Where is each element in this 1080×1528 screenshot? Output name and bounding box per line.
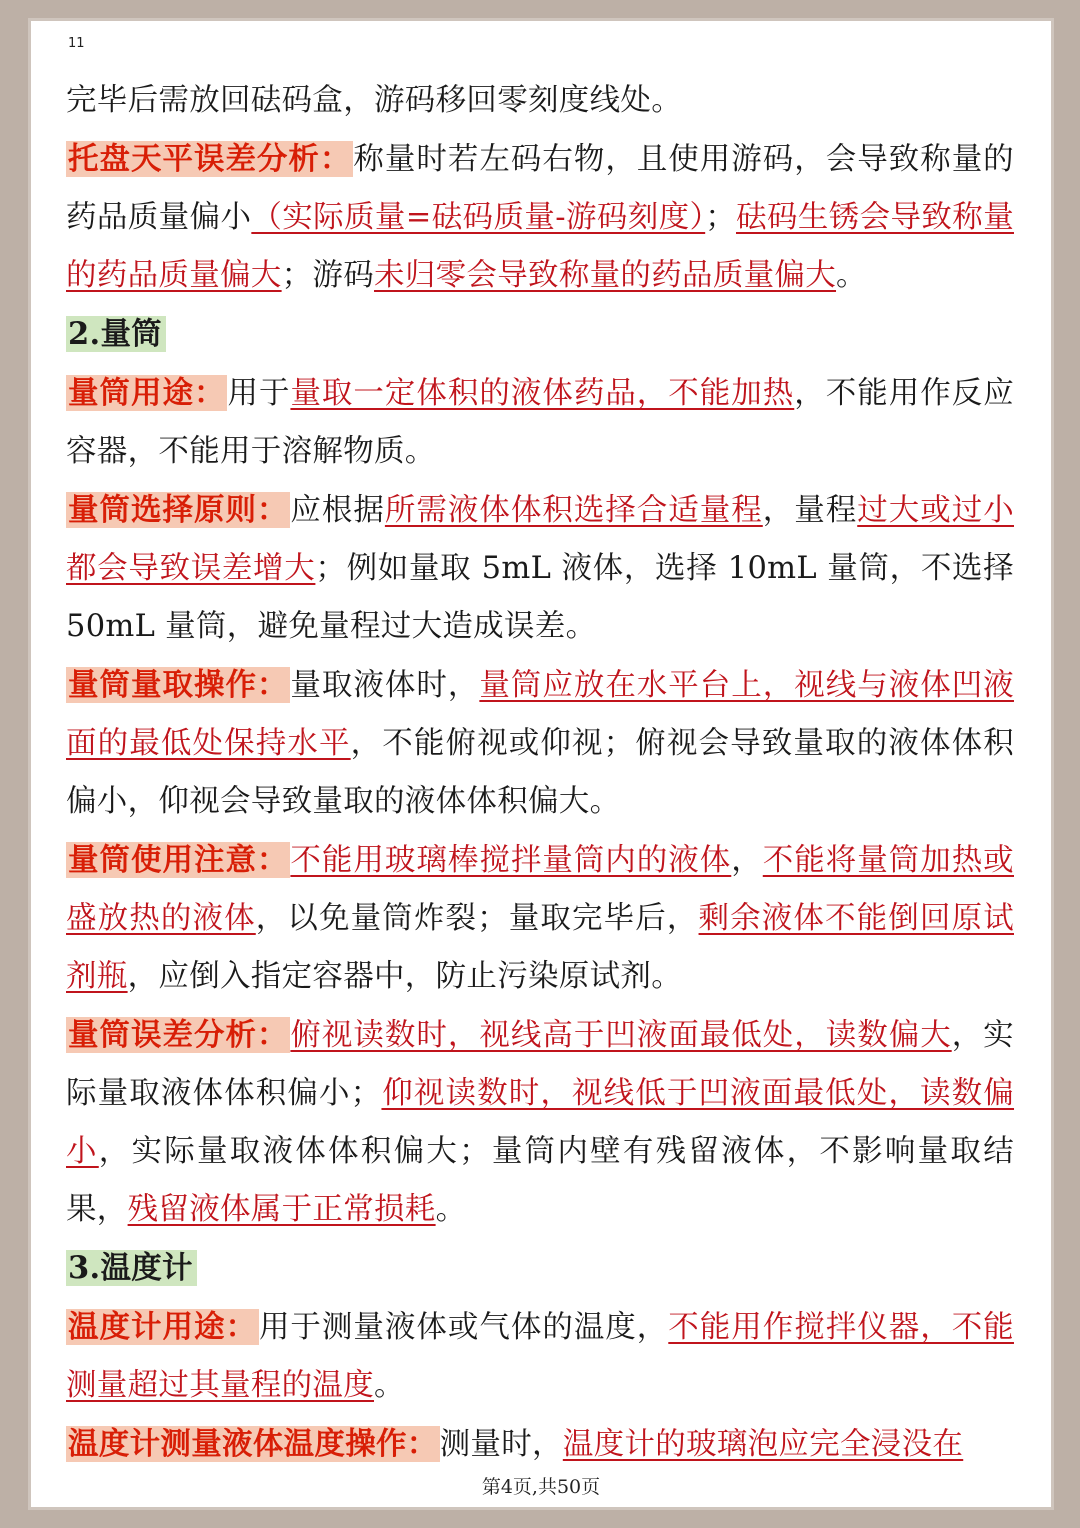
paragraph [66,130,1014,305]
paragraph [66,1298,1014,1415]
body-text: ，不能俯视或仰视；俯视会导致量取的液体体积偏小，仰视会导致量取的液体体积偏大。 [66,726,1014,819]
body-text: 。 [836,258,867,293]
key-point-text: 不能用作搅拌仪器，不能测量超过其量程的温度 [66,1310,1014,1403]
term-label: 量筒选择原则： [68,492,289,528]
term-label: 温度计测量液体温度操作： [68,1426,438,1462]
section-heading: 2.量筒 [66,316,166,352]
paragraph [66,831,1014,1006]
section-heading-line [66,1239,1014,1298]
key-point-text: 所需液体体积选择合适量程 [384,493,763,528]
paragraph [66,1415,1014,1474]
body-text: 。 [435,1192,467,1227]
key-point-text: 残留液体属于正常损耗 [127,1192,436,1227]
document-page [28,18,1054,1510]
body-text: ，不能用作反应容器，不能用于溶解物质。 [66,376,1014,469]
body-text: ，实际量取液体体积偏小； [66,1018,1014,1111]
document-body [66,72,1014,1474]
body-text: ，量程 [762,493,858,528]
body-text: 。 [374,1368,405,1403]
body-text: ； [705,200,736,235]
body-text: 应根据 [290,493,385,528]
term-label: 量筒用途： [68,375,226,411]
key-point-text: 未归零会导致称量的药品质量偏大 [374,258,837,293]
key-point-text: 不能用玻璃棒搅拌量筒内的液体 [290,843,732,878]
body-text: 完毕后需放回砝码盒，游码移回零刻度线处。 [66,83,682,118]
body-text: ；例如量取 5mL 液体，选择 10mL 量筒，不选择 50mL 量筒，避免量程过大造成误差。 [66,551,1014,644]
body-text: 用于 [227,376,291,411]
body-text: 用于测量液体或气体的温度， [258,1310,669,1345]
paragraph [66,364,1014,481]
term-label: 量筒量取操作： [68,667,289,703]
key-point-text: 量筒应放在水平台上，视线与液体凹液面的最低处保持水平 [66,668,1014,761]
key-point-text: 剩余液体不能倒回原试剂瓶 [66,901,1014,994]
body-text: 测量时， [439,1427,563,1462]
body-text: 量取液体时， [290,668,480,703]
term-label: 托盘天平误差分析： [68,141,352,177]
key-point-text: 温度计的玻璃泡应完全浸没在 [562,1427,964,1462]
term-label: 量筒误差分析： [68,1017,289,1053]
page-number: 11 [68,36,85,51]
key-point-text: 不能将量筒加热或盛放热的液体 [66,843,1014,936]
section-heading-line [66,305,1014,364]
key-point-text: 砝码生锈会导致称量的药品质量偏大 [66,200,1014,293]
key-point-text: （实际质量=砝码质量-游码刻度） [251,200,706,235]
page-footer: 第4页,共50页 [481,1476,601,1498]
body-text: ， [731,843,763,878]
section-heading: 3.温度计 [66,1250,197,1286]
body-text: 称量时若左码右物，且使用游码，会导致称量的药品质量偏小 [66,142,1014,235]
key-point-text: 过大或过小都会导致误差增大 [66,493,1014,586]
body-text: ，以免量筒炸裂；量取完毕后， [255,901,699,936]
key-point-text: 俯视读数时，视线高于凹液面最低处，读数偏大 [290,1018,952,1053]
paragraph [66,481,1014,656]
term-label: 温度计用途： [68,1309,257,1345]
paragraph [66,656,1014,831]
key-point-text: 仰视读数时，视线低于凹液面最低处，读数偏小 [66,1076,1015,1169]
body-text: ，应倒入指定容器中，防止污染原试剂。 [127,959,683,994]
key-point-text: 量取一定体积的液体药品，不能加热 [290,376,795,411]
body-text: ；游码 [281,258,375,293]
paragraph [66,1006,1014,1239]
paragraph [66,72,1014,130]
term-label: 量筒使用注意： [68,842,289,878]
body-text: ，实际量取液体体积偏大；量筒内壁有残留液体，不影响量取结果， [66,1134,1014,1227]
